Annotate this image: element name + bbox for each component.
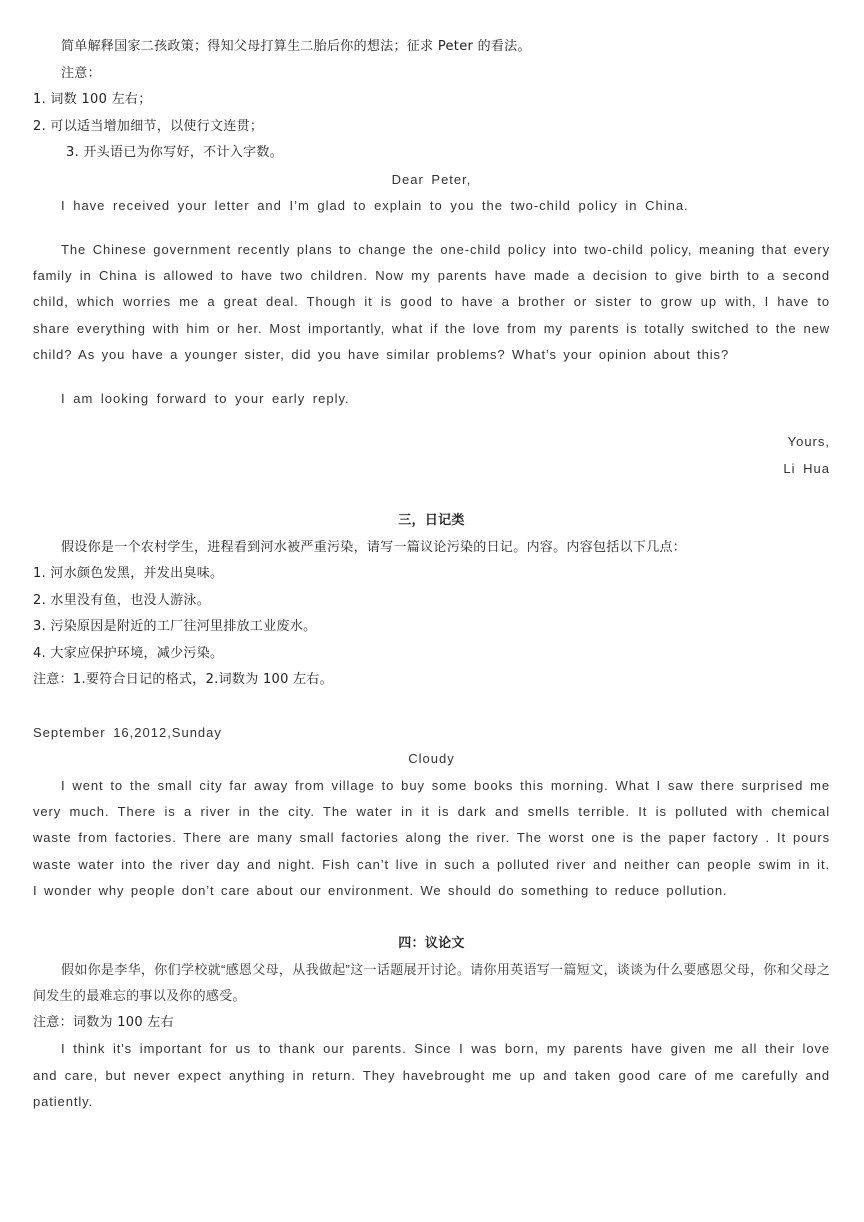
letter-task: 简单解释国家二孩政策；得知父母打算生二胎后你的想法；征求 Peter 的看法。 xyxy=(61,39,531,54)
note-item-1: 1. 词数 100 左右； xyxy=(33,92,152,107)
letter-closing: Yours, xyxy=(787,434,830,450)
section-heading-essay: 四：议论文 xyxy=(398,935,465,951)
letter-paragraph-2: The Chinese government recently plans to change the one-child policy into two-child policy, meaning that every family in China is allowed to have two children. Now my parents have made a decision to give birth to a second child, which worries me a great deal. Though it is good to have a brother or sister to grow up with, I have to share everything with him or her. Most importantly, what if the love from my parents is totally switched to the new child? As you have a younger sister, did you have similar problems? What’s your opinion about this? xyxy=(33,241,830,363)
letter-paragraph-3: I am looking forward to your early reply. xyxy=(61,390,350,406)
letter-greeting: Dear Peter, xyxy=(391,171,472,187)
diary-point-3: 3. 污染原因是附近的工厂往河里排放工业废水。 xyxy=(33,619,317,635)
letter-signature: Li Hua xyxy=(783,460,830,476)
section-heading-diary: 三，日记类 xyxy=(398,513,465,529)
note-item-3: 3. 开头语已为你写好，不计入字数。 xyxy=(66,145,283,160)
essay-task: 假如你是李华，你们学校就“感恩父母，从我做起”这一话题展开讨论。请你用英语写一篇短文，谈谈为什么要感恩父母，你和父母之间发生的最难忘的事以及你的感受。 xyxy=(33,962,830,1004)
diary-point-4: 4. 大家应保护环境，减少污染。 xyxy=(33,645,224,661)
notes-label: 注意： xyxy=(61,65,101,81)
essay-body: I think it's important for us to thank our parents. Since I was born, my parents have given me all their love and care, but never expect anything in return. They havebrought me up and taken good care of me carefully and patiently. xyxy=(33,1041,830,1110)
diary-date: September 16,2012,Sunday xyxy=(33,724,222,740)
letter-paragraph-1: I have received your letter and I’m glad to explain to you the two-child policy in China. xyxy=(61,198,689,213)
document-page xyxy=(33,34,830,1116)
diary-task: 假设你是一个农村学生，进程看到河水被严重污染，请写一篇议论污染的日记。内容。内容包括以下几点： xyxy=(61,539,687,555)
essay-note: 注意：词数为 100 左右 xyxy=(33,1014,174,1030)
diary-body: I went to the small city far away from village to buy some books this morning. What I saw there surprised me very much. There is a river in the city. The water in it is dark and smells terrible. It is polluted with chemical waste from factories. There are many small factories along the river. The worst one is the paper factory . It pours waste water into the river day and night. Fish can’t live in such a polluted river and neither can people swim in it. I wonder why people don’t care about our environment. We should do something to reduce pollution. xyxy=(33,777,830,899)
diary-point-1: 1. 河水颜色发黑，并发出臭味。 xyxy=(33,566,224,582)
diary-point-2: 2. 水里没有鱼，也没人游泳。 xyxy=(33,592,211,608)
diary-note: 注意：1.要符合日记的格式，2.词数为 100 左右。 xyxy=(33,672,333,688)
note-item-2: 2. 可以适当增加细节，以使行文连贯； xyxy=(33,118,264,134)
diary-weather: Cloudy xyxy=(408,751,455,767)
